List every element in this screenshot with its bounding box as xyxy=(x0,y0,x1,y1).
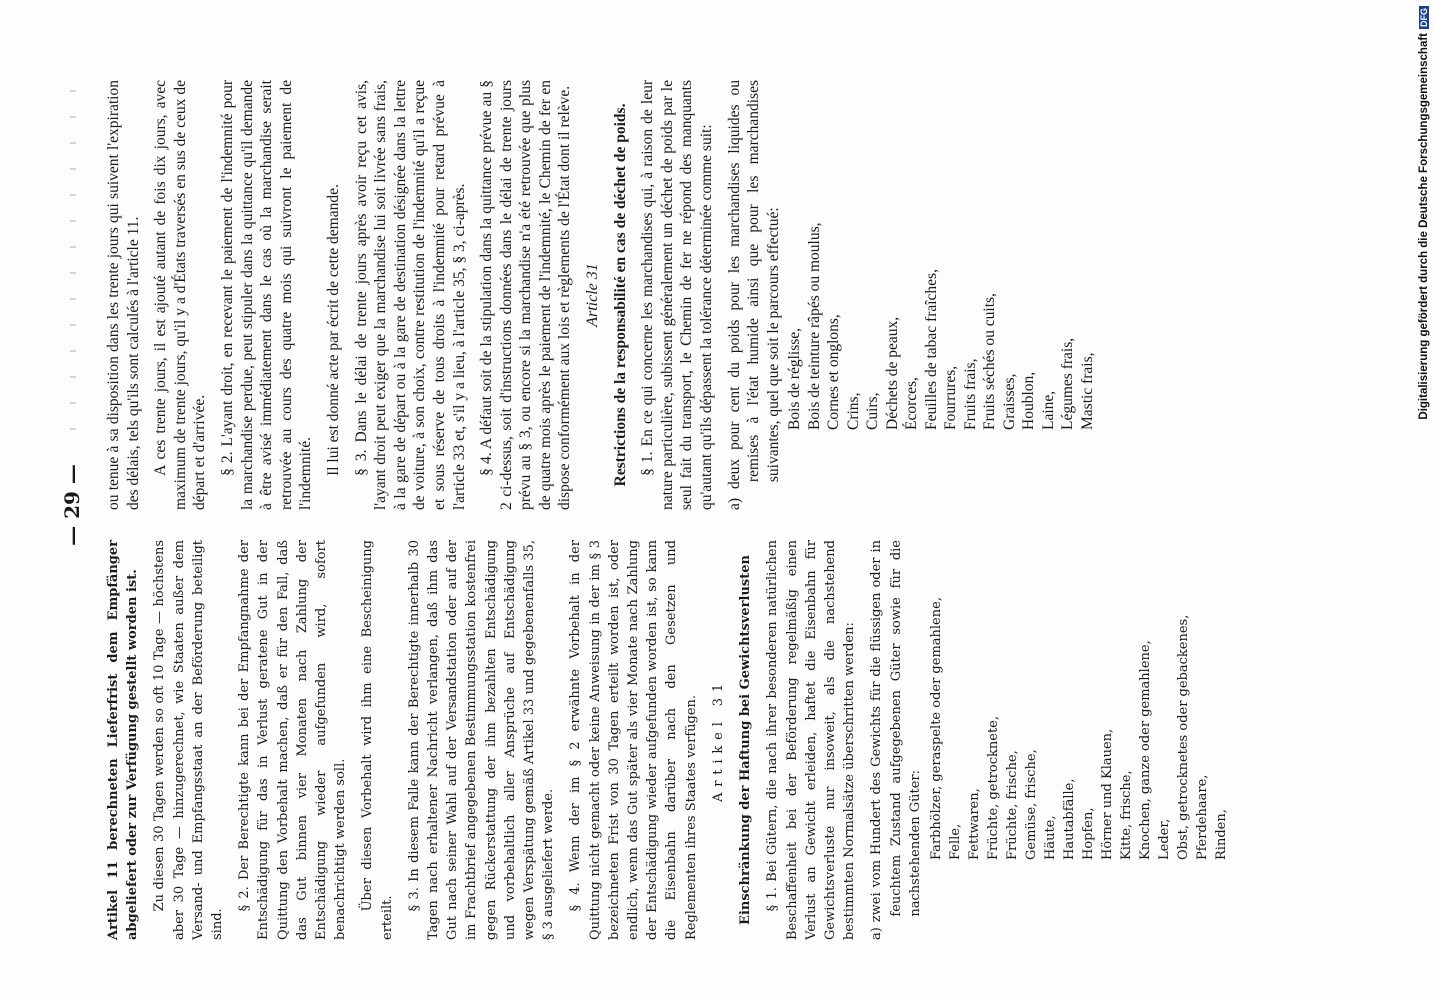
list-item: Houblon, xyxy=(1020,371,1038,430)
list-item: Leder, xyxy=(1156,818,1172,860)
list-item: Hautabfälle, xyxy=(1061,778,1077,860)
french-article-heading: Restrictions de la responsabilité en cas de déchet de poids. xyxy=(611,103,629,487)
german-paragraph-1: Zu diesen 30 Tagen werden so oft 10 Tage — höchstens aber 30 Tage — hinzugerechnet, wie Staaten außer dem Versand- und Empfangsstaat an der Beförderung beteiligt sind. xyxy=(152,540,226,940)
list-item: Feuilles de tabac fraîches, xyxy=(922,269,940,430)
list-item: Kitte, frische, xyxy=(1118,770,1134,860)
dfg-logo: DFG xyxy=(1419,8,1429,27)
list-item: Légumes frais, xyxy=(1059,337,1077,430)
french-paragraph-0: ou tenue à sa disposition dans les trente jours qui suivent l'expiration des délais, tels qu'ils sont calculés à l'article 11. xyxy=(105,80,142,510)
list-item: Graisses, xyxy=(1000,373,1018,430)
french-item-a: a) deux pour cent du poids pour les marchandises liquides ou remises à l'état humide ainsi que pour les marchandises suivantes, quel que soit le parcours effectué: xyxy=(725,80,782,510)
list-item: Obst, getrocknetes oder gebackenes, xyxy=(1175,614,1191,860)
german-column xyxy=(104,540,1231,940)
french-article-title: Article 31 xyxy=(584,263,602,327)
list-item: Hörner und Klauen, xyxy=(1099,728,1115,860)
list-item: Mastic frais, xyxy=(1078,352,1096,430)
french-column xyxy=(104,80,1097,510)
list-item: Écorces, xyxy=(903,377,921,430)
list-item: Cuirs, xyxy=(864,392,882,430)
list-item: Rinden, xyxy=(1213,809,1229,860)
german-paragraph-0: Artikel 11 berechneten Lieferfrist dem Empfänger abgeliefert oder zur Verfügung gestellt worden ist. xyxy=(106,540,141,940)
french-paragraph-3: Il lui est donné acte par écrit de cette demande. xyxy=(324,184,342,476)
french-paragraph-5: § 4. A défaut soit de la stipulation dans la quittance prévue au § 2 ci-dessus, soit d'instructions données dans le délai de trente jours prévu au § 3, ou encore si la marchandise n'a été retrouvée que plus de quatre mois après le paiement de l'indemnité, le Chemin de fer en dispose conformément aux lois et règlements de l'État dont il relève. xyxy=(478,80,574,510)
list-item: Fettwaren, xyxy=(966,788,982,860)
rotated-sheet xyxy=(60,70,1390,940)
list-item: Pferdehaare, xyxy=(1194,774,1210,860)
list-item: Felle, xyxy=(947,823,963,860)
list-item: Früchte, frische, xyxy=(1004,750,1020,860)
list-item: Fruits séchés ou cuits, xyxy=(981,293,999,430)
french-paragraph-1: A ces trente jours, il est ajouté autant de fois dix jours, avec maximum de trente jours, qu'il y a d'États traversés en sus de ceux de départ et d'arrivée. xyxy=(152,80,209,510)
list-item: Bois de teinture râpés ou moulus, xyxy=(805,222,823,430)
list-item: Häute, xyxy=(1042,815,1058,860)
french-goods-list xyxy=(785,80,1097,430)
list-item: Knochen, ganze oder gemahlene, xyxy=(1137,640,1153,860)
list-item: Fourrures, xyxy=(942,365,960,430)
list-item: Crins, xyxy=(844,392,862,430)
german-article-title: Artikel 31 xyxy=(710,678,726,802)
french-paragraph-6: § 1. En ce qui concerne les marchandises qui, à raison de leur nature particulière, subissent généralement un déchet de poids par le seul fait du transport, le Chemin de fer ne répond des manquants qu'autant qu'ils dépassent la tolérance déterminée comme suit: xyxy=(639,80,716,510)
list-item: Hopfen, xyxy=(1080,807,1096,860)
list-item: Gemüse, frische, xyxy=(1023,749,1039,860)
list-item: Fruits frais, xyxy=(961,358,979,430)
french-paragraph-2: § 2. L'ayant droit, en recevant le paiement de l'indemnité pour la marchandise perdue, peut stipuler dans la quittance qu'il demande à être avisé immédiatement dans le cas où la marchandise serait retrouvée au cours des quatre mois qui suivront le paiement de l'indemnité. xyxy=(218,80,315,510)
list-item: Déchets de peaux, xyxy=(883,316,901,430)
german-paragraph-5: § 4. Wenn der im § 2 erwähnte Vorbehalt in der Quittung nicht gemacht oder keine Anweisung in der im § 3 bezeichneten Frist von 30 Tagen erteilt worden ist, oder endlich, wenn das Gut später als vier Monate nach Zahlung der Entschädigung wieder aufgefunden worden ist, so kann die Eisenbahn darüber nach den Gesetzen und Reglementen ihres Staates verfügen. xyxy=(568,540,699,940)
french-paragraph-4: § 3. Dans le délai de trente jours après avoir reçu cet avis, l'ayant droit peut exiger que la marchandise lui soit livrée sans frais, à la gare de départ ou à la gare de destination désignée dans la lettre de voiture, à son choix, contre restitution de l'indemnité qu'il a reçue et sous réserve de tous droits à l'indemnité pour retard prévue à l'article 33 et, s'il y a lieu, à l'article 35, § 3, ci-après. xyxy=(352,80,468,510)
german-item-a: a) zwei vom Hundert des Gewichts für die flüssigen oder in feuchtem Zustand aufgegebenen Güter sowie für die nachstehenden Güter: xyxy=(869,540,923,940)
german-paragraph-6: § 1. Bei Gütern, die nach ihrer besonderen natürlichen Beschaffenheit bei der Beförderung regelmäßig einen Verlust an Gewicht erleiden, haftet die Eisenbahn für Gewichtsverluste nur insoweit, als die nachstehend bestimmten Normalsätze überschritten werden: xyxy=(765,540,858,940)
german-paragraph-4: § 3. In diesem Falle kann der Berechtigte innerhalb 30 Tagen nach erhaltener Nachricht verlangen, daß ihm das Gut nach seiner Wahl auf der Versandstation oder auf der im Frachtbrief angegebenen Bestimmungsstation kostenfrei gegen Rückerstattung der ihm bezahlten Entschädigung und vorbehaltlich aller Ansprüche auf Entschädigung wegen Verspätung gemäß Artikel 33 und gegebenenfalls 35, § 3 ausgeliefert werde. xyxy=(406,540,557,940)
list-item: Laine, xyxy=(1039,390,1057,430)
german-goods-list xyxy=(927,540,1231,860)
list-item: Cornes et onglons, xyxy=(825,314,843,430)
digitization-credit xyxy=(1416,6,1432,996)
credit-text: Digitalisierung gefördert durch die Deutsche Forschungsgemeinschaft xyxy=(1418,33,1430,420)
list-item: Farbhölzer, geraspelte oder gemahlene, xyxy=(928,597,944,860)
list-item: Früchte, getrocknete, xyxy=(985,716,1001,860)
german-article-heading: Einschränkung der Haftung bei Gewichtsverlusten xyxy=(738,555,754,925)
page-number: — 29 — xyxy=(60,464,84,546)
list-item: Bois de réglisse, xyxy=(786,327,804,430)
german-paragraph-2: § 2. Der Berechtigte kann bei der Empfangnahme der Entschädigung für das in Verlust geratene Gut in der Quittung den Vorbehalt machen, daß er für den Fall, daß das Gut binnen vier Monaten nach Zahlung der Entschädigung wieder aufgefunden wird, sofort benachrichtigt werden soll. xyxy=(237,540,349,940)
german-paragraph-3: Über diesen Vorbehalt wird ihm eine Bescheinigung erteilt. xyxy=(360,540,395,940)
